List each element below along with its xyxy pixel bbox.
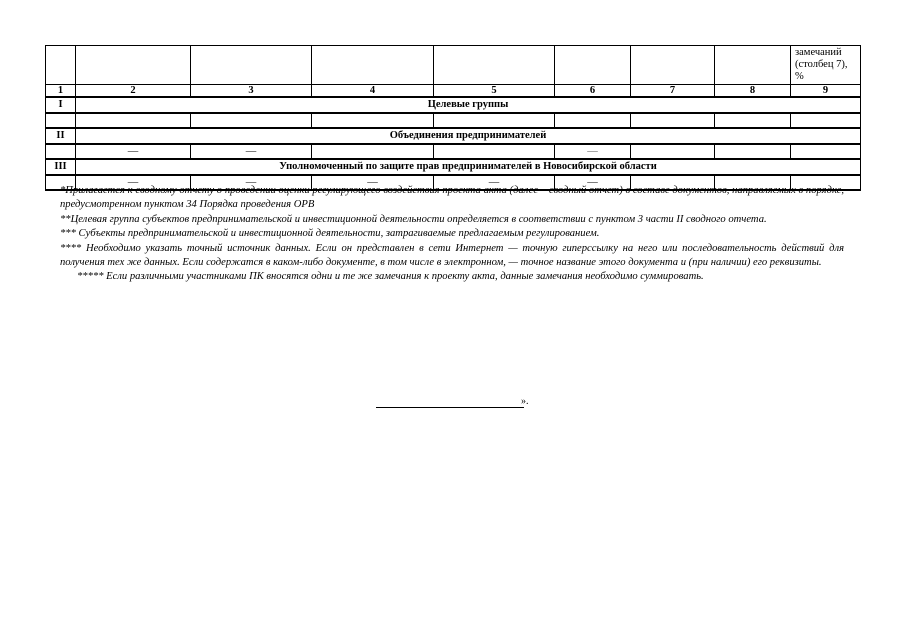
footnotes bbox=[60, 184, 844, 285]
table-cell bbox=[312, 144, 434, 159]
table-cell bbox=[46, 113, 76, 128]
table-cell bbox=[191, 46, 312, 85]
signature-mark: ». bbox=[521, 396, 529, 407]
section-header-row bbox=[46, 159, 861, 175]
signature-line bbox=[376, 398, 524, 408]
column-number: 8 bbox=[715, 85, 791, 98]
footnote: *Прилагается к сводному отчету о проведении оценки регулирующего воздействия проекта акта (далее – сводный отчет) в составе документов, направляемых в порядке, предусмотренном пунктом 34 Порядка проведения ОРВ bbox=[60, 185, 844, 211]
table-cell bbox=[434, 46, 555, 85]
table-cell bbox=[715, 144, 791, 159]
table-cell bbox=[555, 113, 631, 128]
column-9-header: замечаний (столбец 7), % bbox=[791, 46, 861, 85]
table-cell bbox=[76, 113, 191, 128]
table-cell bbox=[631, 144, 715, 159]
table-cell bbox=[434, 113, 555, 128]
table-cell bbox=[312, 113, 434, 128]
table-cell: — bbox=[191, 175, 312, 190]
table-cell bbox=[46, 46, 76, 85]
column-number: 1 bbox=[46, 85, 76, 98]
table-cell: — bbox=[312, 175, 434, 190]
table-cell bbox=[191, 113, 312, 128]
column-numbers-row bbox=[46, 85, 861, 98]
table-cell bbox=[312, 46, 434, 85]
section-title: Объединения предпринимателей bbox=[76, 128, 861, 144]
table-cell: — bbox=[434, 175, 555, 190]
table-cell bbox=[631, 113, 715, 128]
footnote: **** Необходимо указать точный источник данных. Если он представлен в сети Интернет — точную гиперссылку на него или последовательность действий для получения тех же данных. Если содержатся в каком-либо документе, в том числе в электронном, — точное название этого документа и (при наличии) его реквизиты. bbox=[60, 242, 844, 269]
footnote: **Целевая группа субъектов предпринимательской и инвестиционной деятельности определяется в соответствии с пунктом 3 части II сводного отчета. bbox=[60, 213, 767, 225]
column-number: 5 bbox=[434, 85, 555, 98]
column-number: 6 bbox=[555, 85, 631, 98]
section-title: Целевые группы bbox=[76, 97, 861, 113]
table-cell bbox=[791, 113, 861, 128]
table-cell: — bbox=[76, 175, 191, 190]
table-cell bbox=[76, 46, 191, 85]
section-header-row bbox=[46, 128, 861, 144]
footnote: ***** Если различными участниками ПК вносятся одни и те же замечания к проекту акта, данные замечания необходимо суммировать. bbox=[77, 271, 704, 283]
section-number: II bbox=[46, 128, 76, 144]
table-cell: — bbox=[76, 144, 191, 159]
section-title: Уполномоченный по защите прав предпринимателей в Новосибирской области bbox=[76, 159, 861, 175]
table-cell bbox=[791, 144, 861, 159]
column-number: 7 bbox=[631, 85, 715, 98]
column-number: 4 bbox=[312, 85, 434, 98]
table-row bbox=[46, 113, 861, 128]
table-row bbox=[46, 144, 861, 159]
footnote: *** Субъекты предпринимательской и инвестиционной деятельности, затрагиваемые предлагаемым регулированием. bbox=[60, 228, 600, 240]
section-header-row bbox=[46, 97, 861, 113]
table-cell: — bbox=[191, 144, 312, 159]
summary-table bbox=[45, 45, 861, 191]
table-cell bbox=[715, 113, 791, 128]
table-cell: — bbox=[555, 175, 631, 190]
table-cell bbox=[715, 46, 791, 85]
section-number: III bbox=[46, 159, 76, 175]
column-number: 9 bbox=[791, 85, 861, 98]
header-continuation-row bbox=[46, 46, 861, 85]
table-cell bbox=[555, 46, 631, 85]
table-cell bbox=[434, 144, 555, 159]
section-number: I bbox=[46, 97, 76, 113]
table-cell bbox=[46, 144, 76, 159]
column-number: 2 bbox=[76, 85, 191, 98]
table-cell bbox=[631, 46, 715, 85]
column-number: 3 bbox=[191, 85, 312, 98]
table-cell: — bbox=[555, 144, 631, 159]
